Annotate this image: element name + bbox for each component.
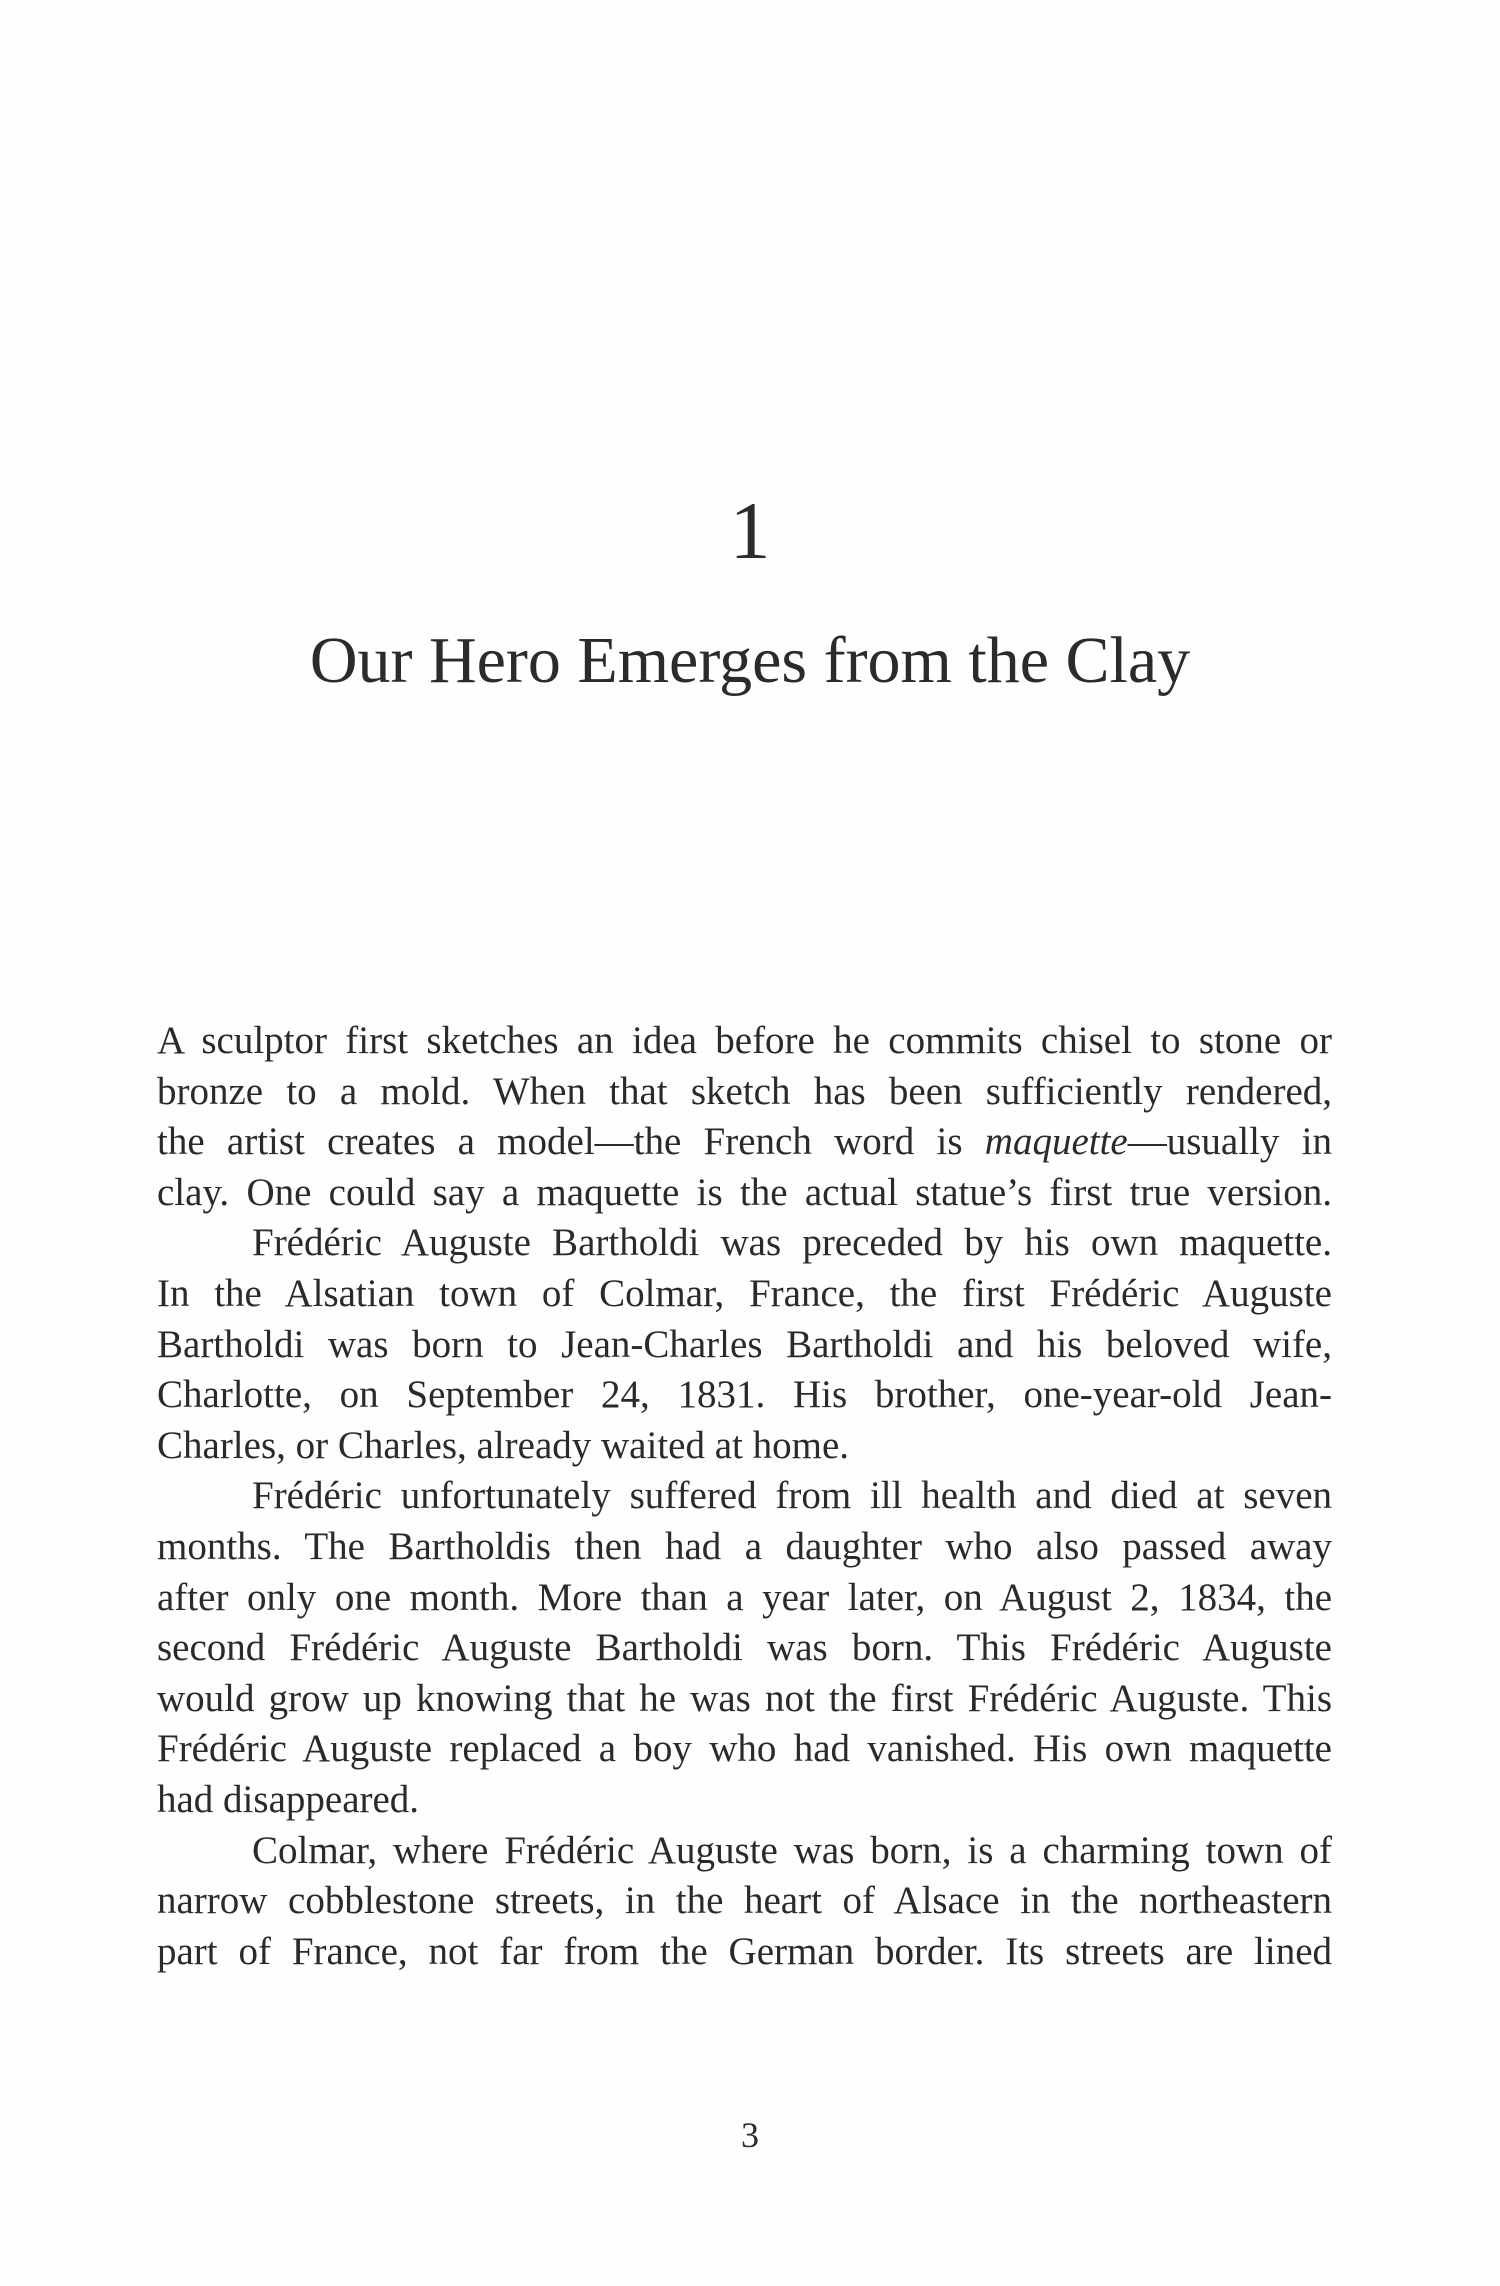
body-line: would grow up knowing that he was not the first Frédéric Auguste. This xyxy=(157,1676,1332,1720)
body-line: Colmar, where Frédéric Auguste was born, is a charming town of xyxy=(252,1828,1332,1872)
body-line: A sculptor first sketches an idea before he commits chisel to stone or xyxy=(157,1019,1332,1062)
body-line: bronze to a mold. When that sketch has been sufficiently rendered, xyxy=(157,1069,1332,1113)
body-line: Bartholdi was born to Jean-Charles Bartholdi and his beloved wife, xyxy=(157,1322,1332,1366)
body-line: Frédéric Auguste replaced a boy who had vanished. His own maquette xyxy=(157,1727,1332,1771)
body-line xyxy=(157,1117,1332,1168)
body-line: clay. One could say a maquette is the actual statue’s first true version. xyxy=(157,1170,1332,1214)
body-line: after only one month. More than a year later, on August 2, 1834, the xyxy=(157,1575,1332,1619)
body-line: Charlotte, on September 24, 1831. His brother, one-year-old Jean- xyxy=(157,1373,1332,1417)
body-line: part of France, not far from the German border. Its streets are lined xyxy=(157,1929,1332,1973)
body-line: months. The Bartholdis then had a daughter who also passed away xyxy=(157,1524,1332,1568)
body-line: Charles, or Charles, already waited at home. xyxy=(157,1423,850,1467)
page-number: 3 xyxy=(741,2115,759,2155)
body-line: narrow cobblestone streets, in the heart of Alsace in the northeastern xyxy=(157,1879,1332,1923)
body-line: In the Alsatian town of Colmar, France, the first Frédéric Auguste xyxy=(157,1271,1332,1315)
body-line: second Frédéric Auguste Bartholdi was born. This Frédéric Auguste xyxy=(157,1626,1332,1670)
body-line: had disappeared. xyxy=(157,1777,420,1821)
body-text xyxy=(157,1016,1332,1977)
body-line: Frédéric unfortunately suffered from ill health and died at seven xyxy=(252,1474,1332,1518)
body-line: Frédéric Auguste Bartholdi was preceded by his own maquette. xyxy=(252,1221,1332,1265)
chapter-number: 1 xyxy=(729,485,771,576)
italic-term: maquette xyxy=(984,1120,1128,1164)
line-text: —usually in xyxy=(1127,1120,1332,1164)
chapter-title: Our Hero Emerges from the Clay xyxy=(309,624,1191,697)
line-text: the artist creates a model—the French word is xyxy=(157,1120,985,1164)
